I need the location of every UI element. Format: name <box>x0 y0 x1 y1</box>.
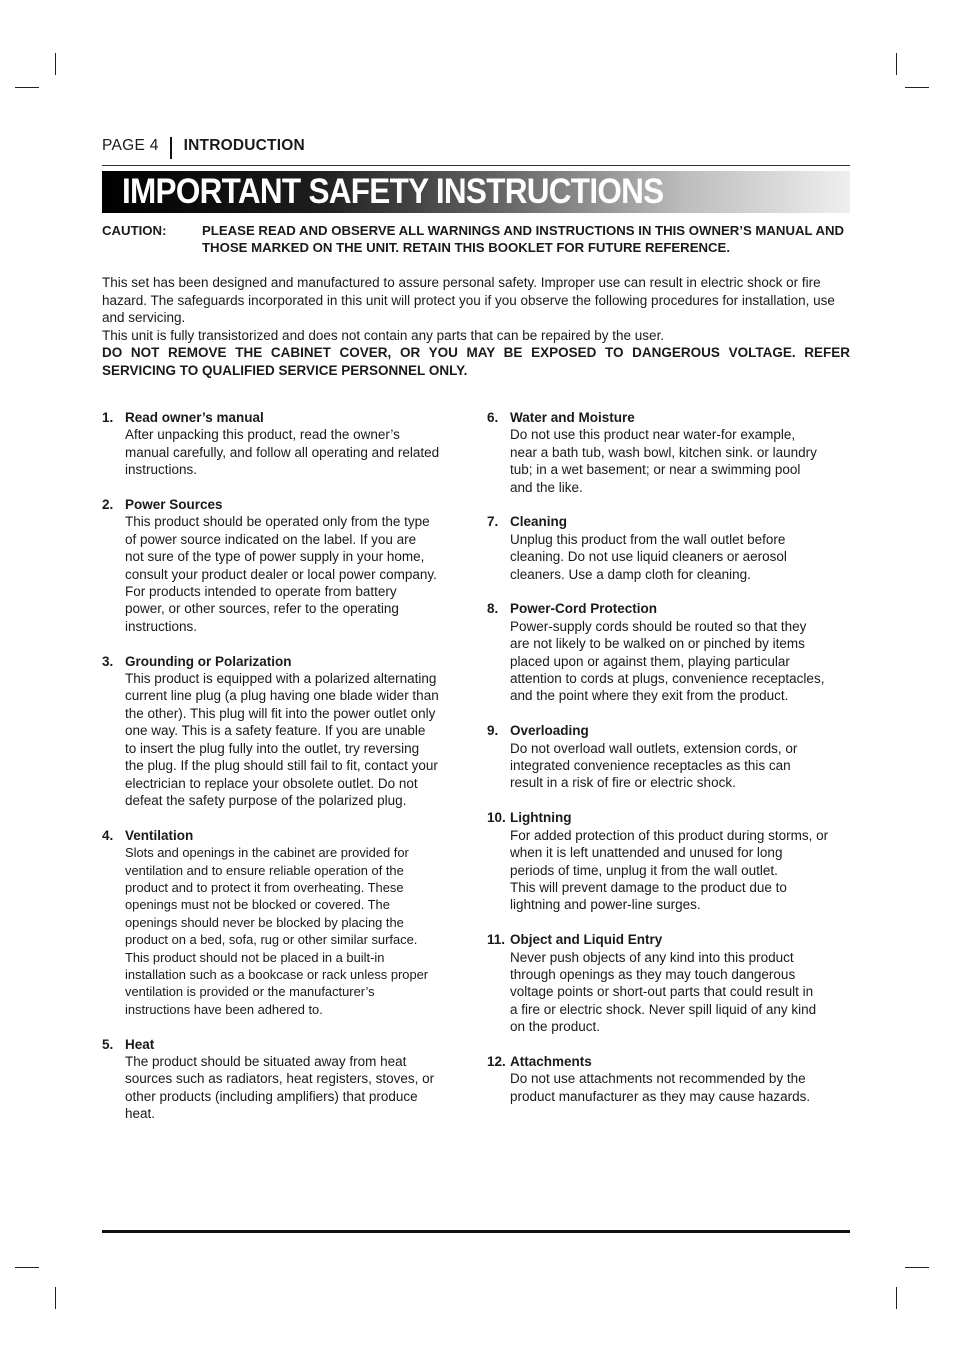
item-title: Power-Cord Protection <box>510 601 658 617</box>
list-item <box>487 1053 853 1105</box>
item-title: Power Sources <box>125 497 223 513</box>
item-title: Read owner’s manual <box>125 410 264 425</box>
intro-paragraph: This set has been designed and manufactured to assure personal safety. Improper use can result in electric shock or fire hazard. The safeguards incorporated in this unit will protect you if you observe the following procedures for installation, use and servicing. <box>102 275 835 325</box>
section-title: INTRODUCTION <box>183 137 305 154</box>
item-body: Do not use this product near water-for example, near a bath tub, wash bowl, kitchen sink. or laundry tub; in a wet basement; or near a swimming pool and the like. <box>510 427 817 495</box>
intro-section <box>102 274 850 379</box>
item-body: The product should be situated away from heat sources such as radiators, heat registers, stoves, or other products (including amplifiers) that produce heat. <box>125 1053 435 1122</box>
list-item <box>487 600 853 704</box>
item-body: Never push objects of any kind into this product through openings as they may touch dangerous voltage points or short-out parts that could result in a fire or electric shock. Never spill liquid of any kind on the product. <box>510 949 817 1035</box>
item-number: 10. <box>487 810 506 826</box>
crop-mark <box>905 1267 929 1268</box>
item-body: After unpacking this product, read the owner’s manual carefully, and follow all operating and related instructions. <box>125 427 440 478</box>
page-header <box>102 135 850 166</box>
item-number: 2. <box>102 497 114 513</box>
item-title: Grounding or Polarization <box>125 653 292 669</box>
list-item <box>102 1036 468 1123</box>
page-number: PAGE 4 <box>102 137 159 154</box>
caution-label: CAUTION: <box>102 223 167 238</box>
item-title: Cleaning <box>510 514 568 530</box>
title-banner <box>102 171 850 213</box>
item-body: This product should be operated only from the type of power source indicated on the label. If you are not sure of the type of power supply in your home, consult your product dealer or local power company. For products intended to operate from battery power, or other sources, refer to the operating instructions. <box>125 514 437 634</box>
item-number: 11. <box>487 932 506 948</box>
item-number: 6. <box>487 410 499 425</box>
item-number: 7. <box>487 514 499 530</box>
crop-mark <box>896 53 897 75</box>
left-column <box>102 409 468 1140</box>
intro-warning: DO NOT REMOVE THE CABINET COVER, OR YOU MAY BE EXPOSED TO DANGEROUS VOLTAGE. REFER SERVICING TO QUALIFIED SERVICE PERSONNEL ONLY. <box>102 345 850 378</box>
crop-mark <box>15 1267 39 1268</box>
item-title: Overloading <box>510 723 589 739</box>
item-title: Attachments <box>510 1053 592 1069</box>
right-column <box>487 409 853 1123</box>
caution-block <box>102 222 850 256</box>
item-title: Lightning <box>510 810 572 826</box>
intro-paragraph: This unit is fully transistorized and does not contain any parts that can be repaired by the user. <box>102 327 665 343</box>
list-item <box>487 931 853 1035</box>
crop-mark <box>905 87 929 88</box>
item-number: 8. <box>487 601 499 617</box>
item-number: 4. <box>102 827 114 843</box>
item-body: For added protection of this product during storms, or when it is left unattended and unused for long periods of time, unplug it from the wall outlet. This will prevent damage to the product due to lightning and power-line surges. <box>510 827 829 913</box>
list-item <box>102 827 468 1018</box>
item-title: Water and Moisture <box>510 410 635 425</box>
item-body: This product is equipped with a polarized alternating current line plug (a plug having one blade wider than the other). This plug will fit into the power outlet only one way. This is a safety feature. If you are unable to insert the plug fully into the outlet, try reversing the plug. If the plug should still fail to fit, contact your electrician to replace your obsolete outlet. Do not defeat the safety purpose of the polarized plug. <box>125 671 439 808</box>
item-body: Power-supply cords should be routed so that they are not likely to be walked on or pinched by items placed upon or against them, playing particular attention to cords at plugs, convenience receptacles, and the point where they exit from the product. <box>510 618 825 704</box>
list-item <box>487 722 853 792</box>
header-divider <box>170 137 172 159</box>
item-number: 3. <box>102 653 114 669</box>
item-title: Heat <box>125 1036 155 1052</box>
crop-mark <box>15 87 39 88</box>
crop-mark <box>55 1287 56 1309</box>
item-body: Do not overload wall outlets, extension cords, or integrated convenience receptacles as this can result in a risk of fire or electric shock. <box>510 740 798 791</box>
list-item <box>487 513 853 583</box>
list-item <box>487 809 853 913</box>
item-title: Object and Liquid Entry <box>510 932 663 948</box>
list-item <box>102 409 468 479</box>
crop-mark <box>55 53 56 75</box>
list-item <box>102 496 468 635</box>
page-title: IMPORTANT SAFETY INSTRUCTIONS <box>122 172 664 211</box>
item-body: Do not use attachments not recommended by the product manufacturer as they may cause hazards. <box>510 1071 811 1104</box>
item-number: 12. <box>487 1053 506 1069</box>
crop-mark <box>896 1287 897 1309</box>
list-item <box>487 409 853 496</box>
item-number: 1. <box>102 410 114 425</box>
item-body: Slots and openings in the cabinet are provided for ventilation and to ensure reliable operation of the product and to protect it from overheating. These openings must not be blocked or covered. The openings should never be blocked by placing the product on a bed, sofa, rug or other similar surface. This product should not be placed in a built-in installation such as a bookcase or rack unless proper ventilation is provided or the manufacturer’s instructions have been adhered to. <box>125 845 429 1017</box>
item-number: 5. <box>102 1036 114 1052</box>
footer-rule <box>102 1230 850 1233</box>
item-title: Ventilation <box>125 827 194 843</box>
list-item <box>102 653 468 810</box>
caution-text: PLEASE READ AND OBSERVE ALL WARNINGS AND INSTRUCTIONS IN THIS OWNER’S MANUAL AND THOSE MARKED ON THE UNIT. RETAIN THIS BOOKLET FOR FUTURE REFERENCE. <box>202 223 845 255</box>
item-number: 9. <box>487 723 499 739</box>
item-body: Unplug this product from the wall outlet before cleaning. Do not use liquid cleaners or aerosol cleaners. Use a damp cloth for cleaning. <box>510 531 787 582</box>
